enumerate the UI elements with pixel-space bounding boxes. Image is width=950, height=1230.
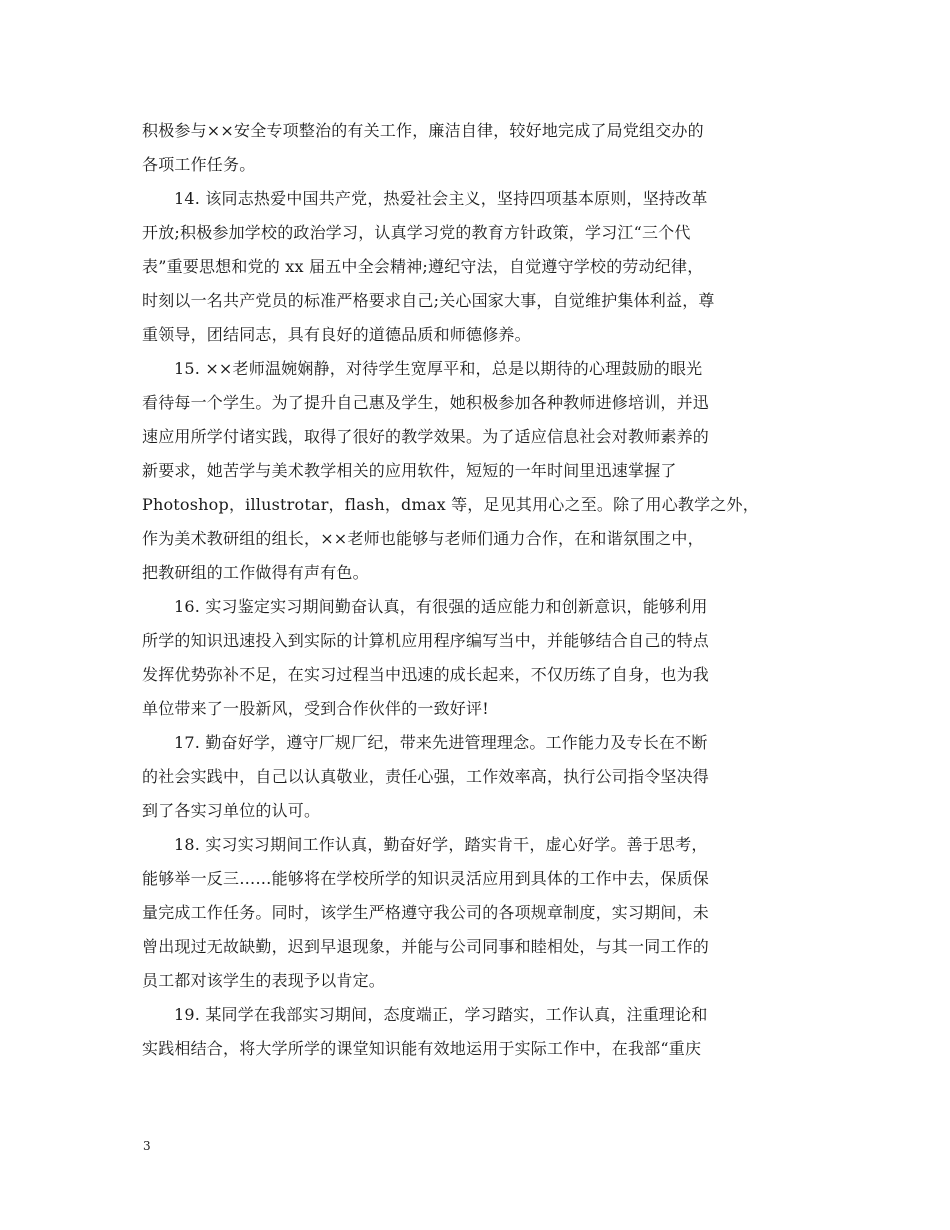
text-line: 18. 实习实习期间工作认真，勤奋好学，踏实肯干，虚心好学。善于思考， (174, 835, 708, 854)
paragraph-16 (142, 590, 832, 726)
text-line: 作为美术教研组的组长，××老师也能够与老师们通力合作，在和谐氛围之中， (142, 529, 704, 548)
text-line: 各项工作任务。 (142, 155, 256, 174)
page-number: 3 (143, 1139, 151, 1153)
text-line: 速应用所学付诸实践，取得了很好的教学效果。为了适应信息社会对教师素养的 (142, 427, 710, 446)
text-line: 能够举一反三……能够将在学校所学的知识灵活应用到具体的工作中去，保质保 (142, 869, 710, 888)
paragraph-18 (142, 828, 832, 998)
paragraph-14 (142, 182, 832, 352)
text-line: 新要求，她苦学与美术教学相关的应用软件，短短的一年时间里迅速掌握了 (142, 461, 677, 480)
text-line: 看待每一个学生。为了提升自己惠及学生，她积极参加各种教师进修培训，并迅 (142, 393, 710, 412)
text-line: 14. 该同志热爱中国共产党，热爱社会主义，坚持四项基本原则，坚持改革 (174, 189, 708, 208)
text-line: 把教研组的工作做得有声有色。 (142, 563, 369, 582)
text-line: 表”重要思想和党的 xx 届五中全会精神;遵纪守法，自觉遵守学校的劳动纪律， (142, 257, 704, 276)
text-line: 开放;积极参加学校的政治学习，认真学习党的教育方针政策，学习江“三个代 (142, 223, 691, 242)
text-line: 发挥优势弥补不足，在实习过程当中迅速的成长起来，不仅历练了自身，也为我 (142, 665, 710, 684)
text-line: Photoshop，illustrotar，flash，dmax 等，足见其用心之至。除了用心教学之外， (142, 495, 759, 514)
text-line: 单位带来了一股新风，受到合作伙伴的一致好评! (142, 699, 489, 718)
document-body (142, 114, 832, 1066)
text-line: 实践相结合，将大学所学的课堂知识能有效地运用于实际工作中，在我部“重庆 (142, 1039, 702, 1058)
text-line: 所学的知识迅速投入到实际的计算机应用程序编写当中，并能够结合自己的特点 (142, 631, 710, 650)
text-line: 量完成工作任务。同时，该学生严格遵守我公司的各项规章制度，实习期间，未 (142, 903, 710, 922)
text-line: 15. ××老师温婉娴静，对待学生宽厚平和，总是以期待的心理鼓励的眼光 (174, 359, 703, 378)
text-line: 17. 勤奋好学，遵守厂规厂纪，带来先进管理理念。工作能力及专长在不断 (174, 733, 708, 752)
text-line: 曾出现过无故缺勤，迟到早退现象，并能与公司同事和睦相处，与其一同工作的 (142, 937, 710, 956)
text-line: 到了各实习单位的认可。 (142, 801, 321, 820)
text-line: 员工都对该学生的表现予以肯定。 (142, 971, 386, 990)
text-line: 19. 某同学在我部实习期间，态度端正，学习踏实，工作认真，注重理论和 (174, 1005, 708, 1024)
text-line: 时刻以一名共产党员的标准严格要求自己;关心国家大事，自觉维护集体利益，尊 (142, 291, 715, 310)
paragraph-19 (142, 998, 832, 1066)
text-line: 16. 实习鉴定实习期间勤奋认真，有很强的适应能力和创新意识，能够利用 (174, 597, 708, 616)
text-line: 积极参与××安全专项整治的有关工作，廉洁自律，较好地完成了局党组交办的 (142, 121, 704, 140)
paragraph-continued (142, 114, 832, 182)
paragraph-17 (142, 726, 832, 828)
text-line: 的社会实践中，自己以认真敬业，责任心强，工作效率高，执行公司指令坚决得 (142, 767, 710, 786)
text-line: 重领导，团结同志，具有良好的道德品质和师德修养。 (142, 325, 531, 344)
paragraph-15 (142, 352, 832, 590)
